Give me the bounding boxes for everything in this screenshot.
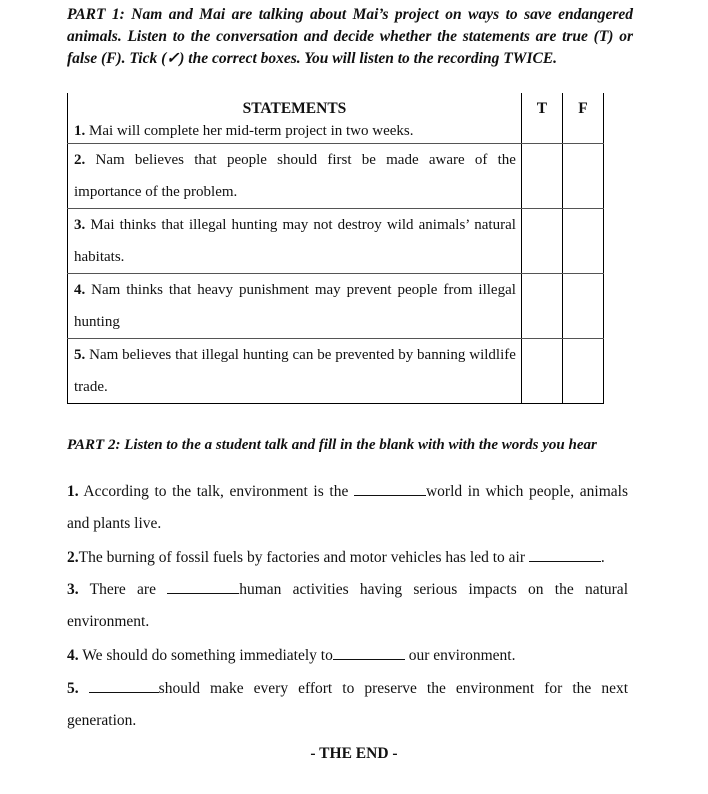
statement-text: Nam believes that people should first be made aware of the importance of the problem. — [74, 152, 516, 200]
part1-heading: PART 1: Nam and Mai are talking about Mai’s project on ways to save endangered animals. Listen to the conversation and decide whether the statements are true (T) or false (F). Tick (✓) the correct boxes. You will listen to the recording TWICE. — [67, 6, 633, 67]
item-text-after: our environment. — [408, 647, 516, 664]
statement-cell — [68, 274, 522, 339]
statement-text: Nam thinks that heavy punishment may prevent people from illegal hunting — [74, 282, 516, 330]
item-text-before: According to the talk, environment is the — [83, 483, 349, 500]
statement-number: 3. — [74, 217, 86, 233]
item-text-before: The burning of fossil fuels by factories and motor vehicles has led to air — [78, 549, 525, 566]
fill-item-2 — [67, 542, 628, 574]
table-row — [68, 119, 604, 144]
tick-box-false-2[interactable] — [562, 144, 603, 209]
statements-table — [67, 93, 604, 404]
item-number: 3. — [67, 581, 79, 598]
header-false: F — [562, 93, 603, 119]
statement-cell — [68, 339, 522, 404]
tick-box-false-4[interactable] — [562, 274, 603, 339]
tick-box-true-4[interactable] — [521, 274, 562, 339]
tick-box-true-2[interactable] — [521, 144, 562, 209]
statement-cell — [68, 144, 522, 209]
statement-number: 4. — [74, 282, 86, 298]
item-text-after: world in which people, animals and plants live. — [67, 483, 629, 532]
statement-number: 5. — [74, 347, 86, 363]
table-row — [68, 274, 604, 339]
statement-text: Nam believes that illegal hunting can be prevented by banning wildlife trade. — [74, 347, 516, 395]
answer-blank-5[interactable] — [89, 678, 159, 693]
statement-number: 2. — [74, 152, 86, 168]
item-text-after: should make every effort to preserve the environment for the next generation. — [67, 680, 629, 729]
item-number: 5. — [67, 680, 79, 697]
answer-blank-3[interactable] — [167, 579, 239, 594]
table-row — [68, 209, 604, 274]
item-number: 1. — [67, 483, 79, 500]
answer-blank-2[interactable] — [529, 547, 601, 562]
item-text-before: We should do something immediately to — [82, 647, 333, 664]
tick-box-false-3[interactable] — [562, 209, 603, 274]
header-true: T — [521, 93, 562, 119]
fill-item-4 — [67, 640, 628, 672]
fill-item-3 — [67, 574, 628, 638]
tick-box-false-5[interactable] — [562, 339, 603, 404]
item-number: 2. — [67, 549, 79, 566]
fill-item-1 — [67, 476, 628, 540]
tick-box-true-5[interactable] — [521, 339, 562, 404]
item-text-before: There are — [89, 581, 156, 598]
tick-box-false-1[interactable] — [562, 119, 603, 144]
fill-item-5 — [67, 673, 628, 737]
statement-cell — [68, 119, 522, 144]
statement-text: Mai thinks that illegal hunting may not destroy wild animals’ natural habitats. — [74, 217, 516, 265]
item-text-after: . — [600, 549, 605, 566]
table-row — [68, 339, 604, 404]
tick-box-true-1[interactable] — [521, 119, 562, 144]
statement-number: 1. — [74, 123, 86, 139]
item-number: 4. — [67, 647, 79, 664]
the-end-footer: - THE END - — [310, 745, 398, 762]
statement-cell — [68, 209, 522, 274]
header-statements: STATEMENTS — [68, 93, 522, 119]
table-row — [68, 144, 604, 209]
tick-box-true-3[interactable] — [521, 209, 562, 274]
item-text-after: human activities having serious impacts on the natural environment. — [67, 581, 628, 630]
answer-blank-1[interactable] — [354, 481, 426, 496]
answer-blank-4[interactable] — [333, 645, 405, 660]
statement-text: Mai will complete her mid-term project in two weeks. — [89, 123, 414, 139]
part2-heading: PART 2: Listen to the a student talk and fill in the blank with with the words you hear — [67, 437, 597, 453]
